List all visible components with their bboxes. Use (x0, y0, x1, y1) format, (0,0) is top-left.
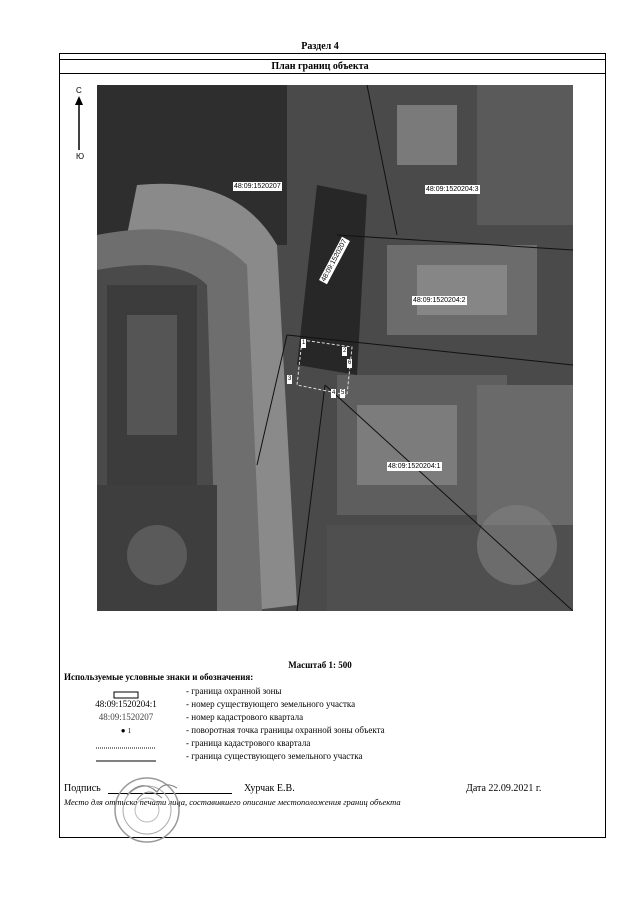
aerial-photo (97, 85, 573, 611)
map-label-quarter: 48:09:1520207 (234, 183, 281, 190)
compass (68, 86, 88, 166)
map-point-6: 6 (348, 360, 352, 366)
legend-symbol-point (66, 725, 186, 735)
scale-label: Масштаб 1: 500 (288, 660, 352, 670)
north-arrow-icon (72, 96, 86, 151)
stamp-place-note: Место для оттиска печати лица, составившего описание местоположения границ объекта (64, 797, 401, 807)
legend-text-point: - поворотная точка границы охранной зоны объекта (186, 725, 385, 735)
map-label-quarter-rotated: 48:09:1520207 (320, 238, 349, 283)
solid-line-icon (96, 758, 156, 764)
legend-text-zone: - граница охранной зоны (186, 686, 282, 696)
legend-point-number: 1 (127, 727, 132, 735)
map-label-parcel-3: 48:09:1520204:3 (426, 186, 479, 193)
compass-north-label: С (76, 86, 82, 95)
legend-symbol-quarter-line (66, 738, 186, 750)
map-point-5: 5 (341, 390, 345, 396)
map-label-parcel-2: 48:09:1520204:2 (413, 297, 466, 304)
signer-name: Хурчак Е.В. (244, 783, 295, 794)
legend-text-parcel: - номер существующего земельного участка (186, 699, 356, 709)
legend-symbol-zone (66, 686, 186, 696)
zone-boundary-icon (113, 691, 139, 699)
map-point-1: 1 (302, 340, 306, 346)
stamp-seal-icon (102, 770, 192, 845)
compass-south-label: Ю (76, 152, 85, 161)
signature-label: Подпись (64, 783, 101, 794)
map-point-4: 4 (332, 390, 336, 396)
signature-date: Дата 22.09.2021 г. (466, 783, 542, 794)
section-title: Раздел 4 (301, 41, 339, 52)
map-point-2: 2 (343, 348, 347, 354)
aerial-map (97, 85, 573, 611)
map-point-3: 3 (288, 376, 292, 382)
legend-symbol-quarter: 48:09:1520207 (98, 712, 154, 722)
legend-title: Используемые условные знаки и обозначения: (64, 672, 254, 682)
legend-text-parcel-line: - граница существующего земельного участка (186, 751, 363, 761)
point-dot-icon: ● (120, 726, 126, 735)
map-label-parcel-1: 48:09:1520204:1 (388, 463, 441, 470)
legend-text-quarter: - номер кадастрового квартала (186, 712, 304, 722)
plan-title: План границ объекта (271, 61, 369, 72)
legend-symbol-parcel: 48:09:1520204:1 (95, 699, 157, 709)
legend-text-quarter-line: - граница кадастрового квартала (186, 738, 311, 748)
legend-symbol-parcel-line (66, 751, 186, 763)
